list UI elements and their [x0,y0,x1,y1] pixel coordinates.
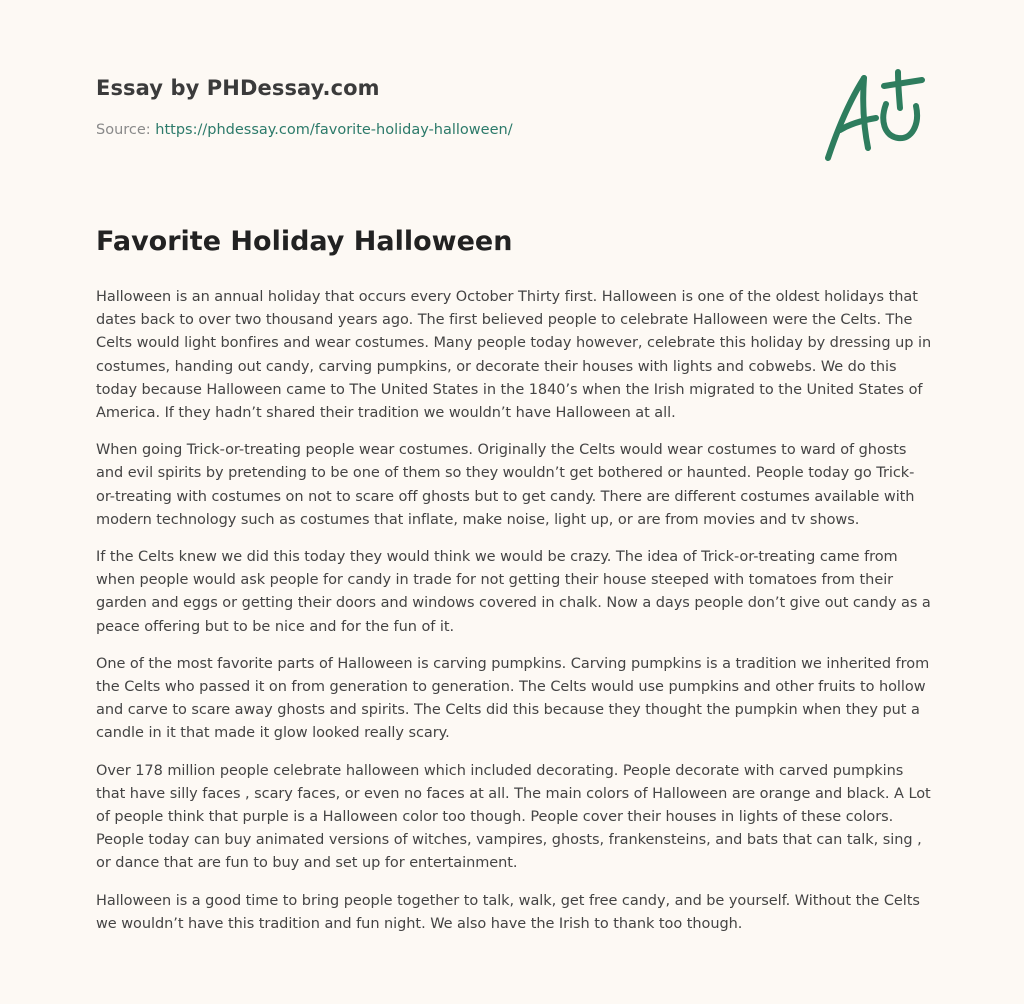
site-title: Essay by PHDessay.com [96,76,380,100]
source-line [96,122,796,138]
paragraph: Halloween is a good time to bring people together to talk, walk, get free candy, and be yourself. Without the Celts we wouldn’t have this tradition and fun night. We also have the Irish to thank too though. [96,892,920,932]
paragraph: One of the most favorite parts of Halloween is carving pumpkins. Carving pumpkins is a tradition we inherited from the Celts who passed it on from generation to generation. The Celts would use pumpkins and other fruits to hollow and carve to scare away ghosts and spirits. The Celts did this because they thought the pumpkin when they put a candle in it that made it glow looked really scary. [96,655,930,742]
paragraph: Halloween is an annual holiday that occurs every October Thirty first. Halloween is one of the oldest holidays that dates back to over two thousand years ago. The first believed people to celebrate Halloween were the Celts. The Celts would light bonfires and wear costumes. Many people today however, celebrate this holiday by dressing up in costumes, handing out candy, carving pumpkins, or decorate their houses with lights and cobwebs. We do this today because Halloween came to The United States in the 1840’s when the Irish migrated to the United States of America. If they hadn’t shared their tradition we wouldn’t have Halloween at all. [96,289,932,422]
a-plus-logo [820,64,930,168]
paragraph: When going Trick-or-treating people wear costumes. Originally the Celts would wear costumes to ward of ghosts and evil spirits by pretending to be one of them so they wouldn’t get bothered or haunted. People today go Trick-or-treating with costumes on not to scare off ghosts but to get candy. There are different costumes available with modern technology such as costumes that inflate, make noise, light up, or are from movies and tv shows. [96,442,915,528]
article-title: Favorite Holiday Halloween [96,226,513,257]
source-link[interactable]: https://phdessay.com/favorite-holiday-halloween/ [155,122,513,138]
paragraph: If the Celts knew we did this today they would think we would be crazy. The idea of Trick-or-treating came from when people would ask people for candy in trade for not getting their house steeped with tomatoes from their garden and eggs or getting their doors and windows covered in chalk. Now a days people don’t give out candy as a peace offering but to be nice and for the fun of it. [96,549,931,635]
page-header [96,76,796,138]
article-body [96,286,932,950]
source-label: Source: [96,122,151,138]
paragraph: Over 178 million people celebrate halloween which included decorating. People decorate with carved pumpkins that have silly faces , scary faces, or even no faces at all. The main colors of Halloween are orange and black. A Lot of people think that purple is a Halloween color too though. People cover their houses in lights of these colors. People today can buy animated versions of witches, vampires, ghosts, frankensteins, and bats that can talk, sing , or dance that are fun to buy and set up for entertainment. [96,762,931,872]
